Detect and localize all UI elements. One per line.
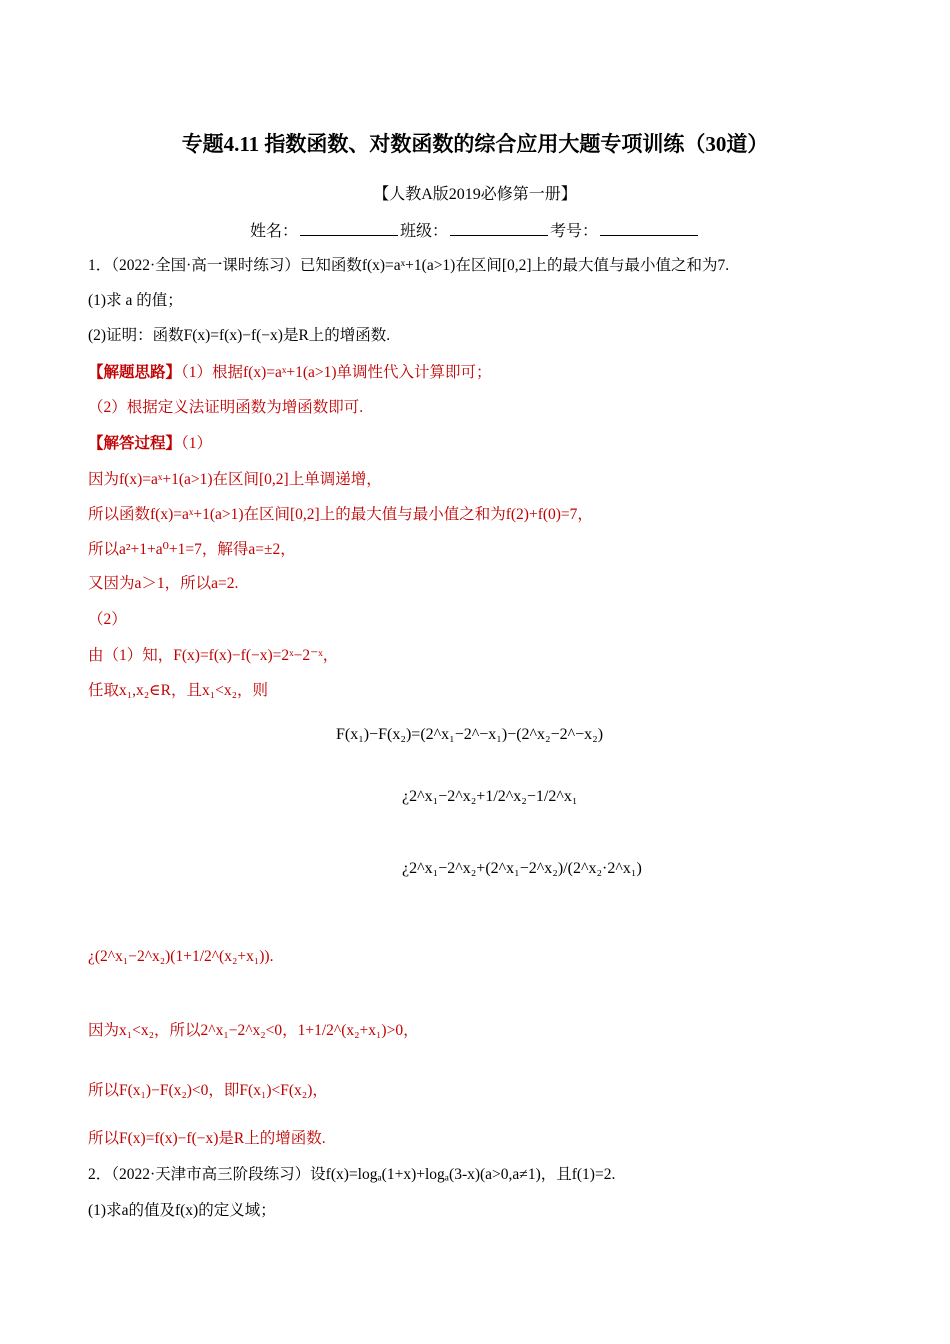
page-subtitle: 【人教A版2019必修第一册】 — [373, 186, 577, 203]
process-line6: 任取x₁,x₂∈R，且x₁<x₂，则 — [88, 682, 269, 699]
class-label: 班级： — [399, 223, 448, 240]
process-part2: （2） — [88, 611, 127, 628]
equation-1: F(x₁)−F(x₂)=(2^x₁−2^−x₁)−(2^x₂−2^−x₂) — [336, 726, 604, 743]
equation-4: ¿(2^x₁−2^x₂)(1+1/2^(x₂+x₁)). — [88, 948, 274, 965]
q2-part1: (1)求a的值及f(x)的定义域； — [88, 1202, 276, 1219]
q1-stem: 1．（2022·全国·高一课时练习）已知函数f(x)=aˣ+1(a>1)在区间[0,2]上的最大值与最小值之和为7. — [88, 257, 730, 274]
name-label: 姓名： — [249, 223, 298, 240]
process-line7: 因为x₁<x₂，所以2^x₁−2^x₂<0，1+1/2^(x₂+x₁)>0， — [88, 1022, 419, 1039]
q1-part2: (2)证明：函数F(x)=f(x)−f(−x)是R上的增函数. — [88, 327, 391, 344]
process-label: 【解答过程】 — [88, 435, 182, 452]
equation-2: ¿2^x₁−2^x₂+1/2^x₂−1/2^x₁ — [402, 788, 578, 805]
process-line9: 所以F(x)=f(x)−f(−x)是R上的增函数. — [88, 1130, 326, 1147]
process-line1: 因为f(x)=aˣ+1(a>1)在区间[0,2]上单调递增， — [88, 471, 382, 488]
thinking-text1: （1）根据f(x)=aˣ+1(a>1)单调性代入计算即可； — [181, 364, 492, 381]
class-blank — [450, 221, 548, 236]
equation-3: ¿2^x₁−2^x₂+(2^x₁−2^x₂)/(2^x₂·2^x₁) — [402, 860, 642, 877]
q1-part1: (1)求 a 的值； — [88, 292, 183, 309]
page-title: 专题4.11 指数函数、对数函数的综合应用大题专项训练（30道） — [181, 132, 769, 156]
process-line3: 所以a²+1+a⁰+1=7，解得a=±2， — [88, 541, 296, 558]
name-blank — [300, 221, 398, 236]
thinking-line2: （2）根据定义法证明函数为增函数即可. — [88, 399, 364, 416]
process-header — [88, 433, 212, 455]
thinking-line1 — [88, 362, 492, 384]
process-part1: （1） — [181, 435, 213, 452]
q2-stem: 2．（2022·天津市高三阶段练习）设f(x)=logₐ(1+x)+logₐ(3-x)(a>0,a≠1)，且f(1)=2. — [88, 1166, 616, 1183]
header-fields — [0, 218, 950, 241]
process-line4: 又因为a＞1，所以a=2. — [88, 575, 239, 592]
process-line5: 由（1）知，F(x)=f(x)−f(−x)=2ˣ−2⁻ˣ， — [88, 647, 339, 664]
process-line2: 所以函数f(x)=aˣ+1(a>1)在区间[0,2]上的最大值与最小值之和为f(2)+f(0)=7， — [88, 506, 593, 523]
exam-no-label: 考号： — [550, 223, 599, 240]
exam-no-blank — [600, 221, 698, 236]
thinking-label: 【解题思路】 — [88, 364, 182, 381]
process-line8: 所以F(x₁)−F(x₂)<0，即F(x₁)<F(x₂)， — [88, 1082, 328, 1099]
